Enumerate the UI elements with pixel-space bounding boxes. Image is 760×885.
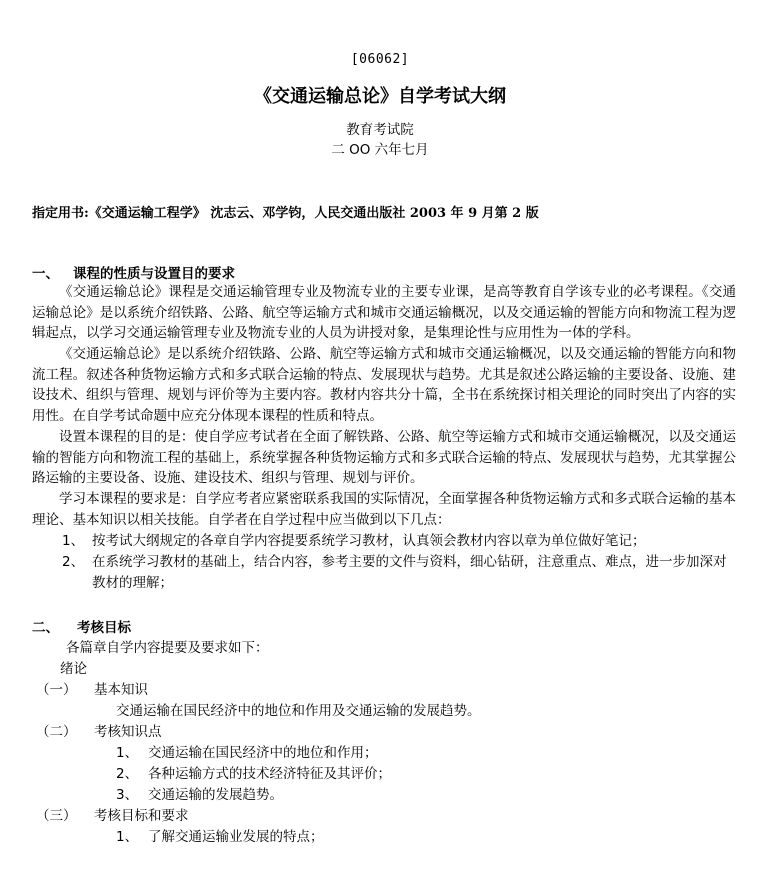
section-2-heading — [32, 616, 131, 636]
list-item-text: 在系统学习教材的基础上，结合内容，参考主要的文件与资料，细心钻研，注意重点、难点，进一步加深对教材的理解； — [92, 554, 727, 591]
section-2-number: 二、 — [32, 620, 59, 636]
list-item-number: 1、 — [116, 745, 139, 761]
list-item-number: 3、 — [116, 787, 139, 803]
paragraph-1: 《交通运输总论》课程是交通运输管理专业及物流专业的主要专业课，是高等教育自学该专业的必考课程。《交通运输总论》是以系统介绍铁路、公路、航空等运输方式和城市交通运输概况，以及交通运输的智能方向和物流工程为逻辑起点，以学习交通运输管理专业及物流专业的人员为讲授对象，是集理论性与应用性为一体的学科。 — [32, 284, 736, 341]
part-1-title: 基本知识 — [94, 682, 148, 698]
part-1-text: 交通运输在国民经济中的地位和作用及交通运输的发展趋势。 — [116, 703, 481, 719]
publish-date: 二 OO 六年七月 — [331, 142, 429, 158]
part-1-label: （一） — [36, 682, 77, 698]
list-item-text: 各种运输方式的技术经济特征及其评价； — [148, 766, 391, 782]
list-item-text: 了解交通运输业发展的特点； — [148, 829, 324, 845]
section-1-heading — [32, 262, 235, 282]
list-item — [116, 783, 283, 803]
part-2-label: （二） — [36, 724, 77, 740]
list-item — [116, 825, 324, 845]
part-2-title: 考核知识点 — [94, 724, 162, 740]
organization: 教育考试院 — [346, 122, 414, 138]
course-code: [06062] — [350, 52, 410, 67]
list-item — [116, 741, 378, 761]
list-item-number: 2、 — [62, 554, 85, 570]
list-item-number: 1、 — [62, 533, 85, 549]
list-item-text: 交通运输在国民经济中的地位和作用； — [148, 745, 378, 761]
list-item-text: 交通运输的发展趋势。 — [148, 787, 283, 803]
section-2-intro: 各篇章自学内容提要及要求如下： — [66, 640, 269, 656]
list-item — [116, 762, 391, 782]
list-item-number: 2、 — [116, 766, 139, 782]
designated-textbook: 指定用书:《交通运输工程学》 沈志云、邓学钧，人民交通出版社 2003 年 9 月第 2 版 — [32, 206, 539, 221]
part-3-title: 考核目标和要求 — [94, 808, 189, 824]
list-item-text: 按考试大纲规定的各章自学内容提要系统学习教材，认真领会教材内容以章为单位做好笔记； — [92, 533, 646, 549]
section-1-number: 一、 — [32, 266, 59, 282]
document-title: 《交通运输总论》自学考试大纲 — [254, 86, 506, 107]
paragraph-2: 《交通运输总论》是以系统介绍铁路、公路、航空等运输方式和城市交通运输概况，以及交通运输的智能方向和物流工程。叙述各种货物运输方式和多式联合运输的特点、发展现状与趋势。尤其是叙述公路运输的主要设备、设施、建设技术、组织与管理、规划与评价等为主要内容。教材内容共分十篇，全书在系统探讨相关理论的同时突出了内容的实用性。在自学考试命题中应充分体现本课程的性质和特点。 — [32, 346, 736, 424]
list-item — [62, 552, 736, 594]
section-1-title: 课程的性质与设置目的要求 — [73, 266, 235, 282]
part-3-label: （三） — [36, 808, 77, 824]
chapter-title: 绪论 — [60, 661, 87, 677]
list-item-number: 1、 — [116, 829, 139, 845]
paragraph-3: 设置本课程的目的是：使自学应考试者在全面了解铁路、公路、航空等运输方式和城市交通运输概况，以及交通运输的智能方向和物流工程的基础上，系统掌握各种货物运输方式和多式联合运输的特点、发展现状与趋势，尤其掌握公路运输的主要设备、设施、建设技术、组织与管理、规划与评价。 — [32, 429, 736, 486]
section-2-title: 考核目标 — [77, 620, 131, 636]
list-item — [62, 531, 736, 552]
paragraph-4: 学习本课程的要求是：自学应考者应紧密联系我国的实际情况，全面掌握各种货物运输方式和多式联合运输的基本理论、基本知识以相关技能。自学者在自学过程中应当做到以下几点： — [32, 491, 736, 528]
